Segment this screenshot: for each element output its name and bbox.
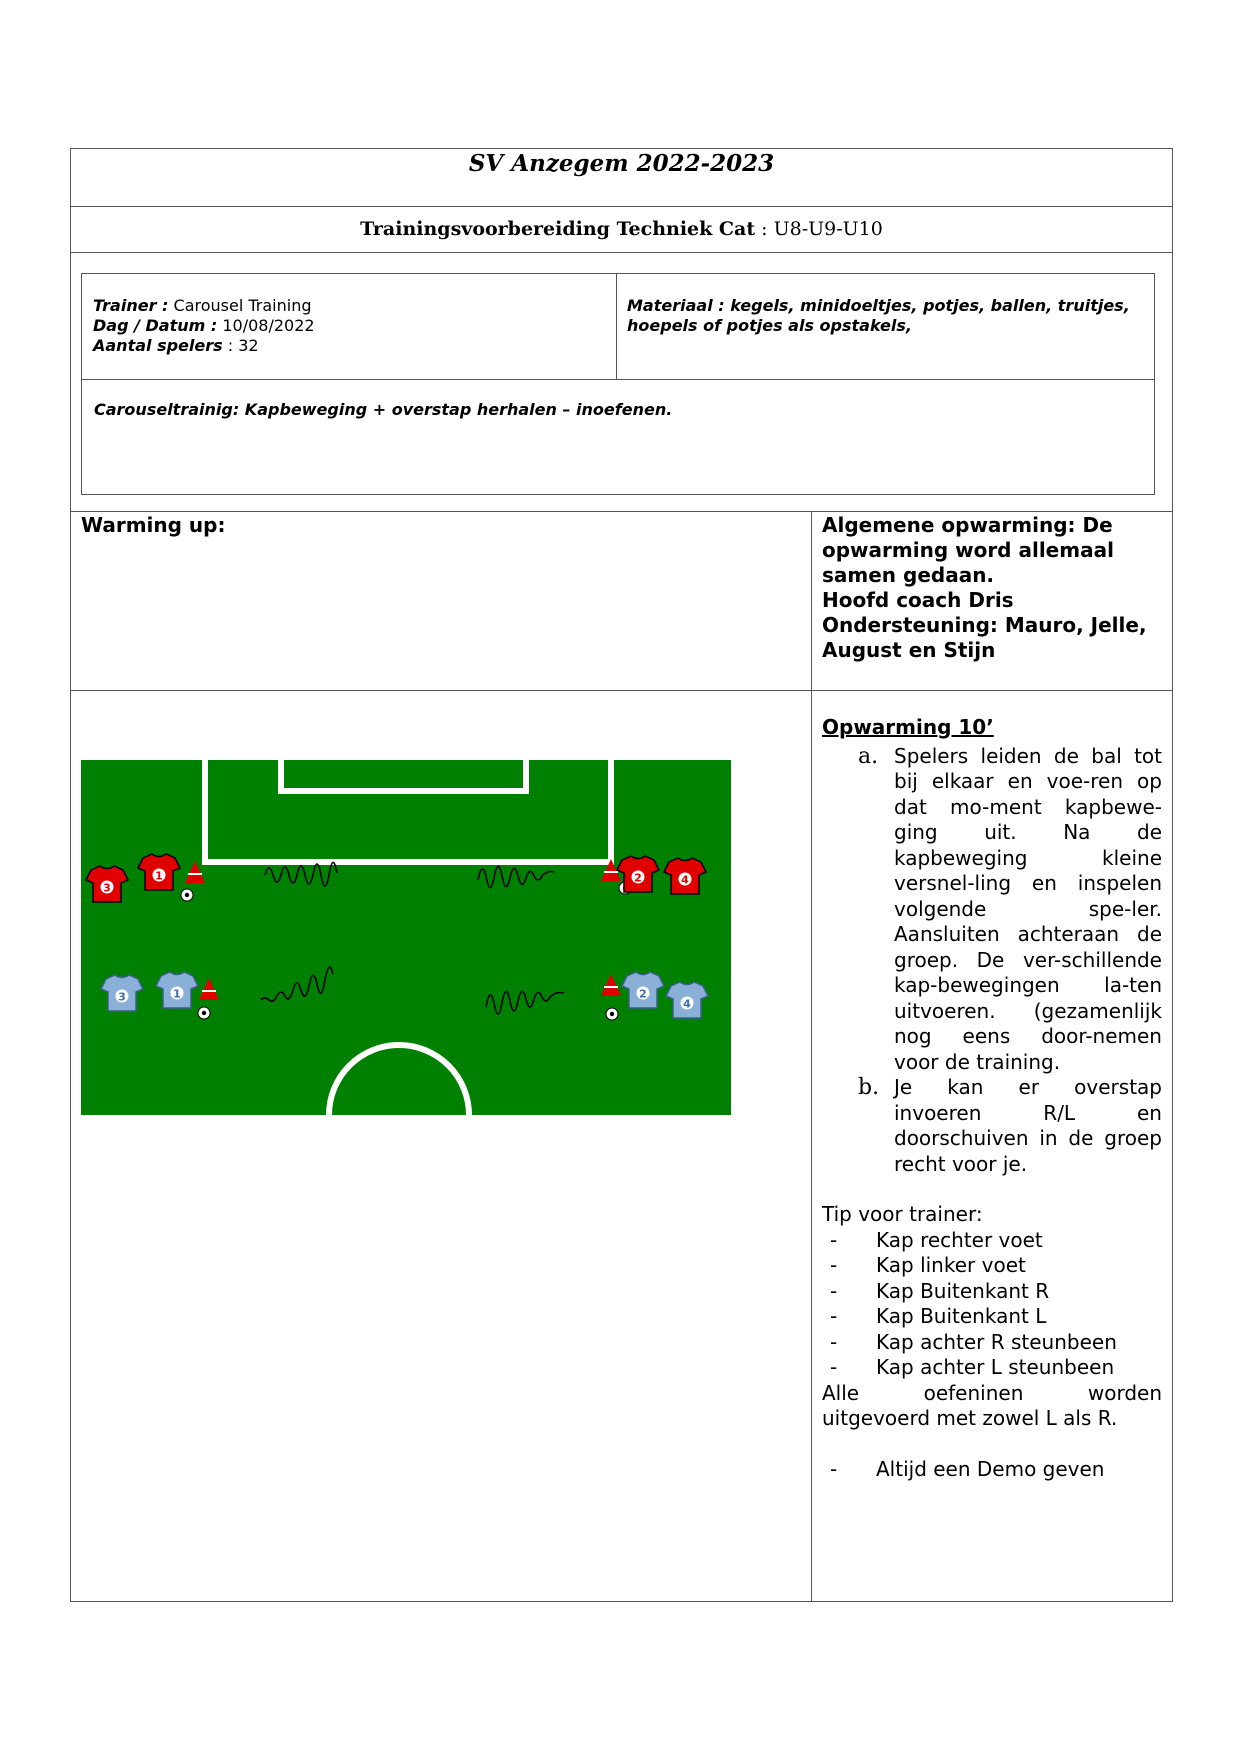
club-title: SV Anzegem 2022-2023 xyxy=(468,150,775,177)
blue-player-number: 2 xyxy=(639,987,647,1001)
blue-player-4 xyxy=(666,982,708,1018)
trainer-line: Trainer : Carousel Training xyxy=(93,296,312,315)
divider xyxy=(70,206,1173,207)
ball-icon xyxy=(606,1008,618,1020)
tip-item: - Kap linker voet xyxy=(830,1253,1026,1277)
blue-player-number: 1 xyxy=(173,987,181,1001)
players-line: Aantal spelers : 32 xyxy=(93,336,259,355)
exercise-item-b xyxy=(822,1075,1162,1177)
info-divider xyxy=(81,379,1155,380)
item-marker: a. xyxy=(858,743,879,769)
divider xyxy=(70,511,1173,512)
red-player-4 xyxy=(664,858,706,894)
trainer-info xyxy=(93,296,608,356)
ball-icon xyxy=(198,1007,210,1019)
blue-player-number: 4 xyxy=(683,997,691,1011)
blue-player-3 xyxy=(101,975,143,1011)
date-line: Dag / Datum : 10/08/2022 xyxy=(93,316,315,335)
drill-diagram xyxy=(81,760,731,1115)
red-player-number: 3 xyxy=(103,881,111,895)
tip-item: - Kap Buitenkant L xyxy=(830,1304,1047,1328)
ball-icon xyxy=(181,889,193,901)
blue-player-2 xyxy=(622,972,664,1008)
divider xyxy=(70,252,1173,253)
blue-player-1 xyxy=(156,972,198,1008)
tip-item: - Kap achter R steunbeen xyxy=(830,1329,1117,1354)
tip-item: - Kap achter L steunbeen xyxy=(830,1355,1115,1379)
red-player-2 xyxy=(617,856,659,892)
materiaal-text: Materiaal : kegels, minidoeltjes, potjes, ballen, truitjes, hoepels of potjes als opstakels, xyxy=(627,296,1130,335)
alle-line: Alle oefeninen worden xyxy=(822,1380,1162,1405)
info-column-divider xyxy=(616,273,617,379)
item-text: Je kan er overstap invoeren R/L en doorschuiven in de groep recht voor je. xyxy=(894,1075,1162,1176)
red-player-number: 2 xyxy=(634,871,642,885)
red-player-3 xyxy=(86,866,128,902)
exercise-description xyxy=(822,715,1162,1482)
alle-line: uitgevoerd met zowel L als R. xyxy=(822,1406,1118,1430)
column-divider xyxy=(811,511,812,1602)
tip-item: - Kap Buitenkant R xyxy=(830,1278,1050,1303)
tip-heading: Tip voor trainer: xyxy=(822,1202,983,1226)
item-marker: b. xyxy=(858,1075,880,1100)
opwarming-heading: Opwarming 10’ xyxy=(822,715,994,739)
carousel-text: Carouseltrainig: Kapbeweging + overstap herhalen – inoefenen. xyxy=(94,400,673,419)
blue-player-number: 3 xyxy=(118,990,126,1004)
red-player-number: 4 xyxy=(681,873,689,887)
red-player-number: 1 xyxy=(155,869,163,883)
warming-up-label: Warming up: xyxy=(81,513,226,537)
training-subtitle: Trainingsvoorbereiding Techniek Cat : U8-U9-U10 xyxy=(360,218,883,240)
tip-item: - Kap rechter voet xyxy=(830,1227,1043,1252)
item-text: Spelers leiden de bal tot bij elkaar en voe-ren op dat mo-ment kapbewe-ging uit. Na de kapbeweging kleine versnel-ling en inspelen volgende spe-ler. Aansluiten achteraan de groep. De ver-schillende kap-bewegingen la-ten uitvoeren. (gezamenlijk nog eens door-nemen voor de training. xyxy=(894,743,1162,1074)
algemene-opwarming: Algemene opwarming: De opwarming word allemaal samen gedaan. Hoofd coach Dris Ondersteuning: Mauro, Jelle, August en Stijn xyxy=(822,513,1147,662)
field xyxy=(81,760,731,1115)
red-player-1 xyxy=(138,854,180,890)
divider xyxy=(70,690,1173,691)
exercise-item-a xyxy=(822,744,1162,1076)
demo-item: - Altijd een Demo geven xyxy=(830,1456,1105,1481)
